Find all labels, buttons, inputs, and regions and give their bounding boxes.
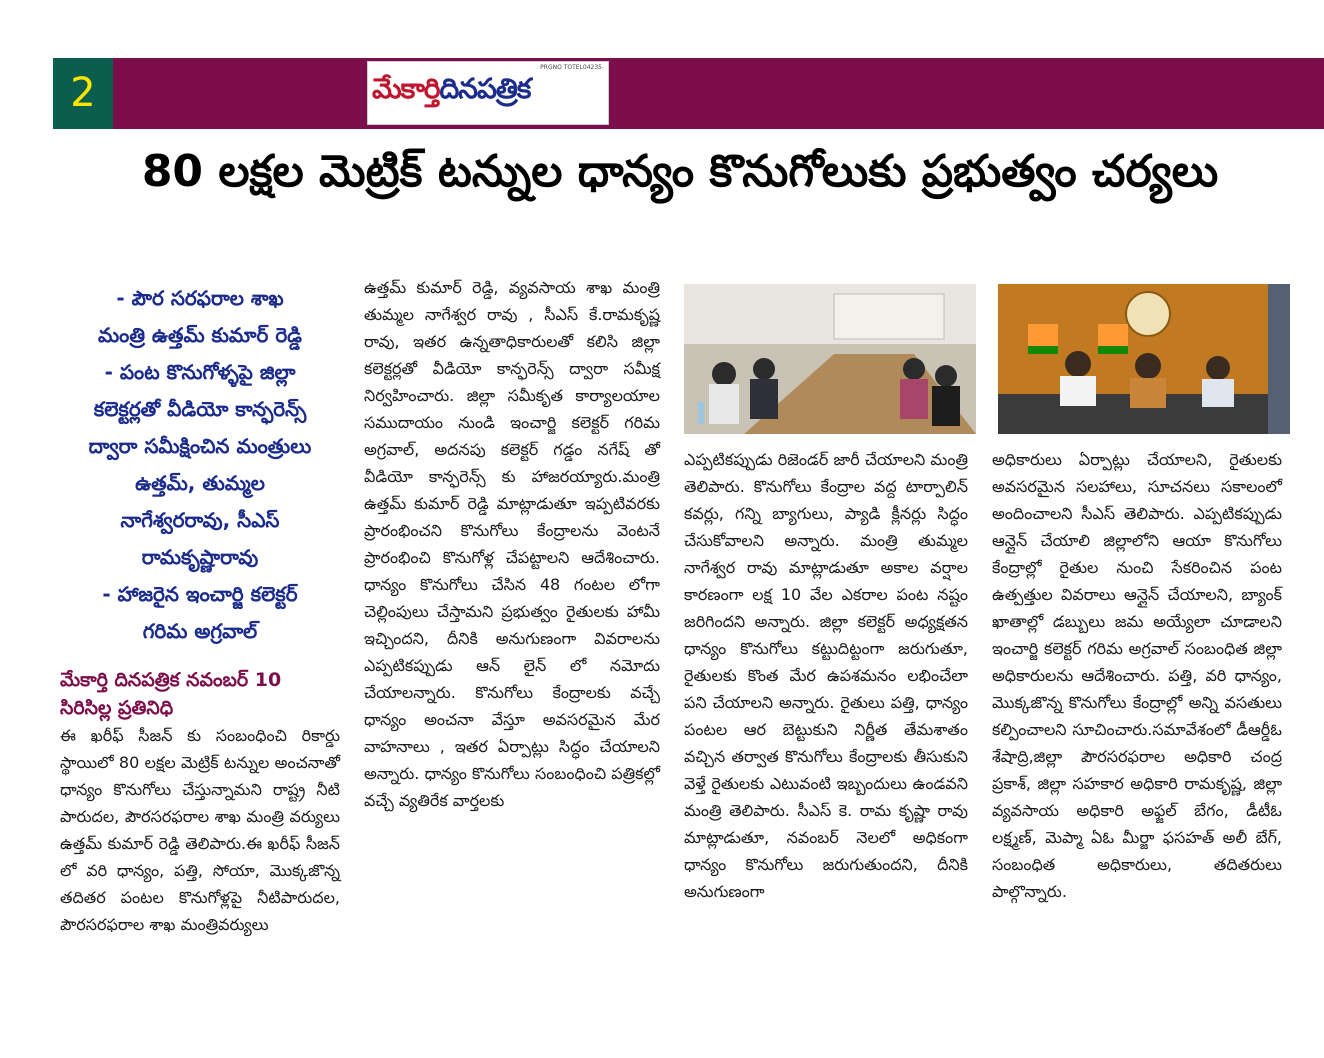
dateline-reporter: సిరిసిల్ల ప్రతినిధి [60, 697, 174, 719]
logo-name: మేకార్తిదినపత్రిక [372, 72, 531, 105]
logo-tag: PRGNO TOTEL04235 [540, 64, 602, 71]
article-text-col3: ఎప్పటికప్పుడు రిజెండర్ జారీ చేయాలని మంత్రి తెలిపారు. కొనుగోలు కేంద్రాల వద్ద టార్పాలిన్ కవర్లు, గన్ని బ్యాగులు, ప్యాడి క్లీనర్లు సిద్ధం చేసుకోవాలని అన్నారు. మంత్రి తుమ్మల నాగేశ్వర రావు మాట్లాడుతూ అకాల వర్షాల కారణంగా లక్ష 10 వేల ఎకరాల పంట నష్టం జరిగిందని అన్నారు. జిల్లా కలెక్టర్ అధ్యక్షతన ధాన్యం కొనుగోలు కట్టుదిట్టంగా జరుగుతూ, రైతులకు కొంత మేర ఉపశమనం లభించేలా పని చేయాలని అన్నారు. రైతులు పత్తి, ధాన్యం పంటల ఆర బెట్టుకుని నిర్ణీత తేమశాతం వచ్చిన తర్వాత కొనుగోలు కేంద్రాలకు తీసుకుని వెళ్తే రైతులకు ఎటువంటి ఇబ్బందులు ఉండవని మంత్రి తెలిపారు. సీఎస్ కె. రామ కృష్ణా రావు మాట్లాడుతూ, నవంబర్ నెలలో అధికంగా ధాన్యం కొనుగోలు జరుగుతుందని, దీనికి అనుగుణంగా [684, 450, 968, 901]
video-conference-illustration [998, 284, 1290, 434]
dateline [60, 666, 340, 722]
article-text-col2: ఉత్తమ్ కుమార్ రెడ్డి, వ్యవసాయ శాఖ మంత్రి తుమ్మల నాగేశ్వర రావు , సీఎస్ కే.రామకృష్ణ రావు, ఇతర ఉన్నతాధికారులతో కలిసి జిల్లా కలెక్టర్లతో వీడియో కాన్ఫరెన్స్ ద్వారా సమీక్ష నిర్వహించారు. జిల్లా సమీకృత కార్యాలయాల సముదాయం నుండి ఇంచార్జి కలెక్టర్ గరిమ అగ్రవాల్, అదనపు కలెక్టర్ గడ్డం నగేష్ తో వీడియో కాన్ఫరెన్స్ కు హాజరయ్యారు.మంత్రి ఉత్తమ్ కుమార్ రెడ్డి మాట్లాడుతూ ఇప్పటివరకు ప్రారంభించని కొనుగోలు కేంద్రాలను వెంటనే ప్రారంభించి కొనుగోళ్ల చేపట్టాలని ఆదేశించారు. ధాన్యం కొనుగోలు చేసిన 48 గంటల లోగా చెల్లింపులు చేస్తామని ప్రభుత్వం రైతులకు హామీ ఇచ్చిందని, దీనికి అనుగుణంగా వివరాలను ఎప్పటికప్పుడు ఆన్ లైన్ లో నమోదు చేయాలన్నారు. కొనుగోలు కేంద్రాలకు వచ్చే ధాన్యం అంచనా వేస్తూ అవసరమైన మేర వాహనాలు , ఇతర ఏర్పాట్లు సిద్ధం చేయాలని అన్నారు. ధాన్యం కొనుగోలు సంబంధించి పత్రికల్లో వచ్చే వ్యతిరేక వార్తలకు [364, 278, 660, 810]
page-number: 2 [53, 58, 113, 129]
highlight-line: ఉత్తమ్, తుమ్మల [135, 471, 265, 495]
meeting-room-illustration [684, 284, 976, 434]
highlight-line: గరిమ అగ్రవాల్ [142, 619, 258, 643]
masthead-bar [53, 58, 1324, 129]
highlight-line: - పంట కొనుగోళ్ళపై జిల్లా [104, 360, 296, 384]
highlight-line: ద్వారా సమీక్షించిన మంత్రులు [88, 434, 312, 458]
column-3 [684, 446, 968, 905]
column-2 [364, 274, 660, 814]
highlight-line: - పౌర సరఫరాల శాఖ [116, 286, 284, 310]
highlights-box [60, 280, 340, 650]
highlight-line: రామకృష్ణారావు [141, 545, 259, 569]
article-text-col4: అధికారులు ఏర్పాట్లు చేయాలని, రైతులకు అవసరమైన సలహాలు, సూచనలు సకాలంలో అందించాలని సీఎస్ తెలిపారు. ఎప్పటికప్పుడు ఆన్లైన్ చేయాలి జిల్లాలోని ఆయా కొనుగోలు కేంద్రాల్లో రైతుల నుంచి సేకరించిన పంట ఉత్పత్తుల వివరాలు ఆన్లైన్ చేయాలని, బ్యాంక్ ఖాతాల్లో డబ్బులు జమ అయ్యేలా చూడాలని ఇంచార్జి కలెక్టర్ గరిమ అగ్రవాల్ సంబంధిత జిల్లా అధికారులను ఆదేశించారు. పత్తి, వరి ధాన్యం, మొక్కజొన్న కొనుగోలు కేంద్రాల్లో అన్ని వసతులు కల్పించాలని సూచించారు.సమావేశంలో డీఆర్డీఓ శేషాద్రి,జిల్లా పౌరసరఫరాల అధికారి చంద్ర ప్రకాశ్, జిల్లా సహకార అధికారి రామకృష్ణ, జిల్లా వ్యవసాయ అధికారి అఫ్జల్ బేగం, డీటీఓ లక్ష్మణ్, మెప్మా ఏఓ మీర్జా ఫసహత్ అలీ బేగ్, సంబంధిత అధికారులు, తదితరులు పాల్గొన్నారు. [992, 450, 1282, 901]
highlight-line: కలెక్టర్లతో వీడియో కాన్ఫరెన్స్ [93, 397, 307, 421]
headline: 80 లక్షల మెట్రిక్ టన్నుల ధాన్యం కొనుగోలుకు ప్రభుత్వం చర్యలు [141, 146, 1219, 197]
dateline-source: మేకార్తి దినపత్రిక నవంబర్ 10 [60, 669, 282, 691]
column-4 [992, 446, 1282, 905]
highlight-line: నాగేశ్వరరావు, సీఎస్ [120, 508, 280, 532]
newspaper-logo [367, 61, 609, 125]
article-text-col1: ఈ ఖరీఫ్ సీజన్ కు సంబంధించి రికార్డు స్థాయిలో 80 లక్షల మెట్రిక్ టన్నుల అంచనాతో ధాన్యం కొనుగోలు చేస్తున్నామని రాష్ట్ర నీటి పారుదల, పౌరసరఫరాల శాఖ మంత్రి వర్యులు ఉత్తమ్ కుమార్ రెడ్డి తెలిపారు.ఈ ఖరీఫ్ సీజన్ లో వరి ధాన్యం, పత్తి, సోయా, మొక్కజొన్న తదితర పంటల కొనుగోళ్లపై నీటిపారుదల, పౌరసరఫరాల శాఖ మంత్రివర్యులు [60, 726, 340, 934]
highlight-line: మంత్రి ఉత్తమ్ కుమార్ రెడ్డి [98, 323, 302, 347]
highlight-line: - హాజరైన ఇంచార్జి కలెక్టర్ [102, 582, 298, 606]
meeting-room-photo [684, 284, 976, 434]
column-1 [60, 280, 340, 938]
video-conference-photo [998, 284, 1290, 434]
